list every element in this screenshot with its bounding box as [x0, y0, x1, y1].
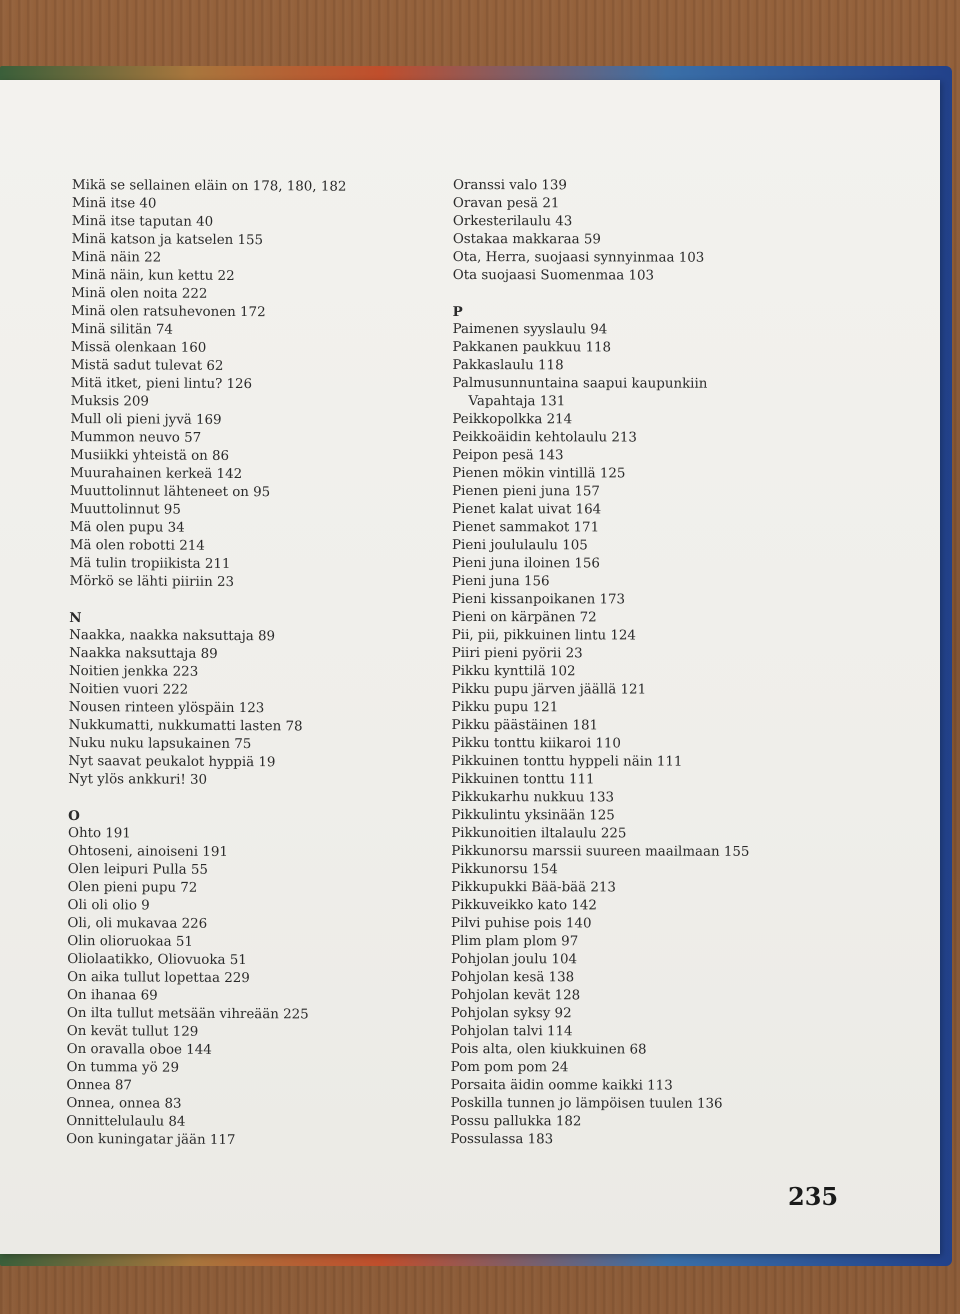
index-entry: Mä tulin tropiikista 211: [69, 555, 231, 572]
index-entry: Minä olen ratsuhevonen 172: [71, 303, 266, 321]
index-entry: Paimenen syyslaulu 94: [452, 321, 608, 338]
page-number: 235: [788, 1182, 839, 1211]
index-entry: Pikku tonttu kiikaroi 110: [451, 735, 621, 752]
index-entry: Mitä itket, pieni lintu? 126: [70, 375, 253, 393]
index-entry: Oliolaatikko, Oliovuoka 51: [67, 951, 247, 969]
index-entry: Pii, pii, pikkuinen lintu 124: [451, 627, 636, 644]
index-entry: Muksis 209: [70, 393, 149, 410]
index-entry: Pakkanen paukkuu 118: [452, 339, 612, 356]
index-entry: Pikkunorsu 154: [451, 861, 558, 878]
index-entry: Pikku päästäinen 181: [451, 717, 599, 734]
index-entry: Ostakaa makkaraa 59: [452, 231, 601, 248]
index-entry: Nuku nuku lapsukainen 75: [68, 735, 252, 753]
index-entry: Muurahainen kerkeä 142: [70, 465, 243, 483]
index-entry: On aika tullut lopettaa 229: [67, 969, 250, 987]
index-entry: Pikkuinen tonttu hyppeli näin 111: [451, 753, 683, 770]
index-entry: Possulassa 183: [450, 1131, 554, 1148]
index-entry: Noitien jenkka 223: [68, 663, 199, 680]
index-entry: Pieni juna 156: [451, 573, 550, 590]
index-entry: Possu pallukka 182: [450, 1113, 582, 1130]
index-entry: Mikä se sellainen eläin on 178, 180, 182: [71, 177, 347, 195]
index-entry: Oon kuningatar jään 117: [66, 1131, 236, 1149]
index-entry: Porsaita äidin oomme kaikki 113: [450, 1077, 673, 1094]
index-entry-continuation: Vapahtaja 131: [468, 394, 566, 410]
index-entry: Mummon neuvo 57: [70, 429, 202, 446]
index-entry: Pakkaslaulu 118: [452, 357, 564, 374]
book-page: [0, 80, 940, 1254]
index-entry: Pieni juna iloinen 156: [451, 555, 600, 572]
index-entry: Naakka naksuttaja 89: [69, 645, 218, 662]
index-entry: Minä silitän 74: [71, 321, 173, 338]
index-entry: Missä olenkaan 160: [70, 339, 207, 356]
index-entry: Peikkopolkka 214: [452, 411, 573, 428]
index-entry: Pikkuinen tonttu 111: [451, 771, 595, 788]
index-entry: Minä olen noita 222: [71, 285, 208, 302]
index-entry: Pienen mökin vintillä 125: [452, 465, 626, 482]
index-entry: Oli oli olio 9: [67, 897, 150, 914]
index-entry: Pilvi puhise pois 140: [451, 915, 592, 932]
index-entry: Pohjolan kevät 128: [450, 987, 581, 1004]
index-entry: Pieni on kärpänen 72: [451, 609, 597, 626]
index-entry: Mä olen pupu 34: [69, 519, 185, 536]
index-entry: Ohto 191: [67, 825, 131, 842]
index-entry: Pikkulintu yksinään 125: [451, 807, 615, 824]
index-entry: Mörkö se lähti piiriin 23: [69, 573, 235, 590]
index-entry: Nyt saavat peukalot hyppiä 19: [68, 753, 276, 771]
index-entry: Pom pom pom 24: [450, 1059, 569, 1076]
index-column-right: [450, 177, 923, 1150]
index-entry: Minä itse 40: [71, 195, 157, 212]
index-entry: Pikku pupu 121: [451, 699, 559, 716]
index-entry: Muuttolinnut lähteneet on 95: [70, 483, 271, 501]
index-entry: Oranssi valo 139: [452, 178, 567, 194]
index-entry: Muuttolinnut 95: [69, 501, 181, 518]
index-entry: Pienet sammakot 171: [452, 519, 600, 536]
index-column-left: [66, 177, 432, 1151]
index-entry: Mä olen robotti 214: [69, 537, 205, 554]
index-entry: Pois alta, olen kiukkuinen 68: [450, 1041, 647, 1058]
index-entry: Piiri pieni pyörii 23: [451, 645, 583, 662]
index-entry: Onnittelulaulu 84: [66, 1113, 186, 1130]
index-letter-heading: N: [69, 609, 82, 627]
index-entry: Naakka, naakka naksuttaja 89: [69, 627, 276, 645]
index-entry: Onnea 87: [66, 1077, 132, 1094]
index-entry: Minä näin 22: [71, 249, 162, 266]
index-entry: Peikkoäidin kehtolaulu 213: [452, 429, 637, 446]
index-entry: Pohjolan talvi 114: [450, 1023, 573, 1040]
index-entry: Pikku kynttilä 102: [451, 663, 576, 680]
index-entry: Noitien vuori 222: [68, 681, 189, 698]
index-entry: Nyt ylös ankkuri! 30: [68, 771, 208, 788]
index-entry: Olen leipuri Pulla 55: [67, 861, 208, 878]
index-entry: Ota suojaasi Suomenmaa 103: [452, 267, 655, 284]
index-entry: Mistä sadut tulevat 62: [70, 357, 224, 374]
index-entry: On kevät tullut 129: [66, 1023, 199, 1040]
index-entry: Pikku pupu järven jäällä 121: [451, 681, 647, 698]
index-entry: Nousen rinteen ylöspäin 123: [68, 699, 265, 717]
index-entry: Oravan pesä 21: [452, 195, 560, 212]
index-entry: Pohjolan kesä 138: [450, 969, 575, 986]
index-entry: Ota, Herra, suojaasi synnyinmaa 103: [452, 249, 705, 266]
index-entry: Pikkunoitien iltalaulu 225: [451, 825, 627, 842]
index-entry: Pienet kalat uivat 164: [452, 501, 602, 518]
index-entry: Pikkukarhu nukkuu 133: [451, 789, 615, 806]
index-entry: Onnea, onnea 83: [66, 1095, 182, 1112]
index-entry: Pikkuveikko kato 142: [451, 897, 597, 914]
index-entry: Pohjolan joulu 104: [450, 951, 578, 968]
index-entry: Olin olioruokaa 51: [67, 933, 193, 950]
index-entry: Pienen pieni juna 157: [452, 483, 600, 500]
index-entry: Peipon pesä 143: [452, 447, 564, 464]
index-entry: Plim plam plom 97: [450, 933, 579, 950]
index-entry: Palmusunnuntaina saapui kaupunkiin: [452, 375, 708, 392]
index-entry: Musiikki yhteistä on 86: [70, 447, 230, 464]
index-letter-heading: P: [452, 303, 463, 321]
index-entry: Pikkunorsu marssii suureen maailmaan 155: [451, 843, 750, 860]
index-entry: Poskilla tunnen jo lämpöisen tuulen 136: [450, 1095, 723, 1112]
index-entry: Minä katson ja katselen 155: [71, 231, 264, 249]
index-entry: Oli, oli mukavaa 226: [67, 915, 208, 932]
index-entry: Pohjolan syksy 92: [450, 1005, 572, 1022]
index-entry: On ilta tullut metsään vihreään 225: [66, 1005, 309, 1023]
index-entry: Ohtoseni, ainoiseni 191: [67, 843, 228, 860]
index-entry: Mull oli pieni jyvä 169: [70, 411, 222, 428]
index-letter-heading: O: [68, 807, 80, 825]
index-entry: Minä näin, kun kettu 22: [71, 267, 235, 284]
index-entry: Pikkupukki Bää-bää 213: [451, 879, 616, 896]
index-entry: On tumma yö 29: [66, 1059, 180, 1076]
index-entry: Nukkumatti, nukkumatti lasten 78: [68, 717, 303, 735]
index-entry: On ihanaa 69: [66, 987, 158, 1004]
index-entry: Pieni joululaulu 105: [452, 537, 588, 554]
index-entry: Orkesterilaulu 43: [452, 213, 573, 230]
index-entry: Pieni kissanpoikanen 173: [451, 591, 626, 608]
index-entry: Olen pieni pupu 72: [67, 879, 198, 896]
index-entry: Minä itse taputan 40: [71, 213, 214, 230]
index-entry: On oravalla oboe 144: [66, 1041, 212, 1058]
